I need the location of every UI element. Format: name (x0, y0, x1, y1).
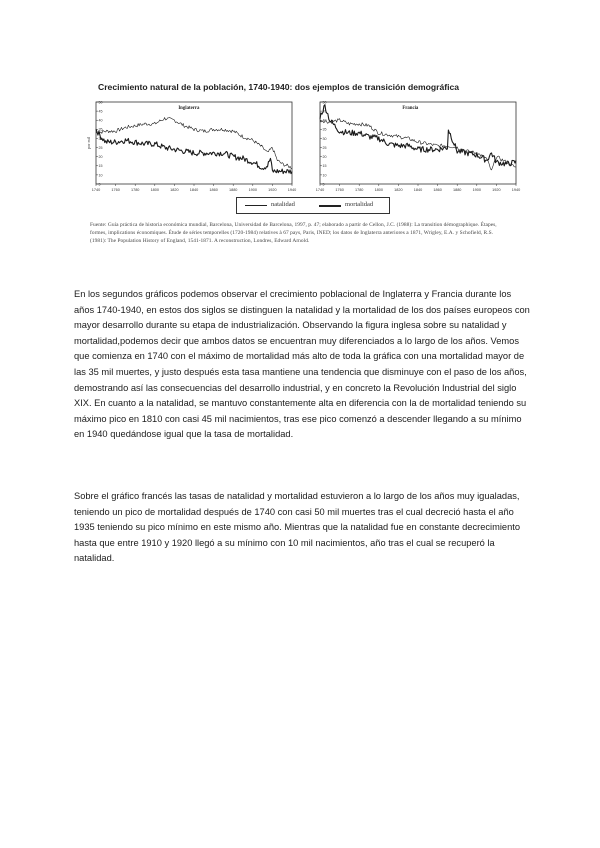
legend-natalidad-label: natalidad (271, 201, 295, 208)
x-tick-label: 1780 (130, 188, 140, 192)
x-tick-label: 1740 (91, 188, 101, 192)
y-tick-label: 45 (322, 109, 327, 114)
paragraph-1: En los segundos gráficos podemos observar el crecimiento poblacional de Inglaterra y Francia durante los años 1740-1940, en estos dos siglos se distinguen la natalidad y la mortalidad de los dos países europeos con mayor desarrollo durante su etapa de industrialización. Observando la figura inglesa sobre su natalidad y mortalidad,podemos decir que ambos datos se encuentran muy diferenciados a lo largo de los años. Vemos que comienza en 1740 con el máximo de mortalidad más alto de toda la gráfica con una mortalidad mayor de las 35 mil muertes, y justo después esta tasa mantiene una tendencia que disminuye con el paso de los años, demostrando así las consecuencias del desarrollo industrial, y en concreto la Revolución Industrial del siglo XIX. En cuanto a la natalidad, se mantuvo constantemente alta en diferencia con la de mortalidad teniendo su máximo pico en 1810 con casi 45 mil nacimientos, tras ese pico comenzó a descender llegando a su mínimo en 1940 quedándose igual que la tasa de mortalidad. (74, 289, 530, 440)
y-tick-label: 25 (98, 145, 103, 150)
x-tick-label: 1840 (189, 188, 199, 192)
x-tick-label: 1740 (315, 188, 325, 192)
chart-inglaterra (86, 94, 298, 194)
y-tick-label: 20 (98, 155, 103, 160)
x-tick-label: 1800 (374, 188, 384, 192)
y-tick-label: 30 (98, 136, 103, 141)
plot-frame (96, 102, 292, 187)
chart-title: Inglaterra (178, 106, 200, 111)
y-tick-label: 15 (98, 164, 103, 169)
y-tick-label: 5 (322, 182, 325, 187)
x-tick-label: 1760 (335, 188, 344, 192)
y-tick-label: 35 (322, 127, 327, 132)
series-natalidad (320, 119, 516, 170)
y-tick-label: 40 (322, 118, 327, 123)
x-tick-label: 1900 (472, 188, 482, 192)
y-tick-label: 50 (98, 100, 103, 105)
x-tick-label: 1880 (452, 188, 462, 192)
legend-mortalidad-label: mortalidad (345, 201, 374, 208)
legend-mortalidad-swatch (319, 205, 341, 207)
x-tick-label: 1840 (413, 188, 423, 192)
x-tick-label: 1820 (170, 188, 179, 192)
x-tick-label: 1940 (511, 188, 521, 192)
chart-title: Francia (402, 106, 419, 111)
y-tick-label: 45 (98, 109, 103, 114)
y-tick-label: 10 (98, 173, 103, 178)
chart-legend (236, 197, 390, 214)
x-tick-label: 1900 (248, 188, 258, 192)
y-tick-label: 5 (98, 182, 101, 187)
y-tick-label: 50 (322, 100, 327, 105)
x-tick-label: 1860 (209, 188, 218, 192)
y-tick-label: 20 (322, 155, 327, 160)
y-tick-label: 30 (322, 136, 327, 141)
series-mortalidad (320, 105, 516, 169)
y-tick-label: 15 (322, 164, 327, 169)
series-natalidad (96, 118, 292, 169)
x-tick-label: 1780 (354, 188, 364, 192)
chart-francia (310, 94, 522, 194)
figure-title: Crecimiento natural de la población, 1740-1940: dos ejemplos de transición demográfica (98, 82, 460, 92)
paragraph-2: Sobre el gráfico francés las tasas de natalidad y mortalidad estuvieron a lo largo de los años muy igualadas, teniendo un pico de mortalidad después de 1740 con casi 50 mil muertes tras el cual decreció hasta el año 1935 teniendo su pico mínimo en este mismo año. Mientras que la natalidad fue en constante decrecimiento hasta que entre 1910 y 1920 llegó a su mínimo con 10 mil nacimientos, año tras el cual se recuperó la natalidad. (74, 491, 521, 564)
x-tick-label: 1800 (150, 188, 160, 192)
legend-natalidad-swatch (245, 205, 267, 206)
figure-source: Fuente: Guía práctica de historia económica mundial, Barcelona, Universidad de Barcelona, 1997, p. 47; elaborado a partir de Cellon, J.C. (1988): La transition démographique. Étapes, formes, implications économiques. Étude de séries temporelles (1720-1984) relatives à 67 pays, Paris, INED; los datos de Inglaterra anteriores a 1871, Wrigley, E.A. y Schofield, R.S. (1981): The Population History of England, 1541-1871. A reconstruction, Londres, Edward Arnold. (90, 222, 497, 244)
y-tick-label: 10 (322, 173, 327, 178)
y-tick-label: 25 (322, 145, 327, 150)
series-mortalidad (96, 129, 292, 173)
x-tick-label: 1860 (433, 188, 442, 192)
y-tick-label: 35 (98, 127, 103, 132)
y-tick-label: 40 (98, 118, 103, 123)
x-tick-label: 1940 (287, 188, 297, 192)
x-tick-label: 1760 (111, 188, 120, 192)
x-tick-label: 1880 (228, 188, 238, 192)
x-tick-label: 1920 (492, 188, 501, 192)
x-tick-label: 1820 (394, 188, 403, 192)
y-axis-label: por mil (86, 137, 91, 149)
chart-inglaterra-svg (86, 94, 298, 194)
x-tick-label: 1920 (268, 188, 277, 192)
chart-francia-svg (310, 94, 522, 194)
